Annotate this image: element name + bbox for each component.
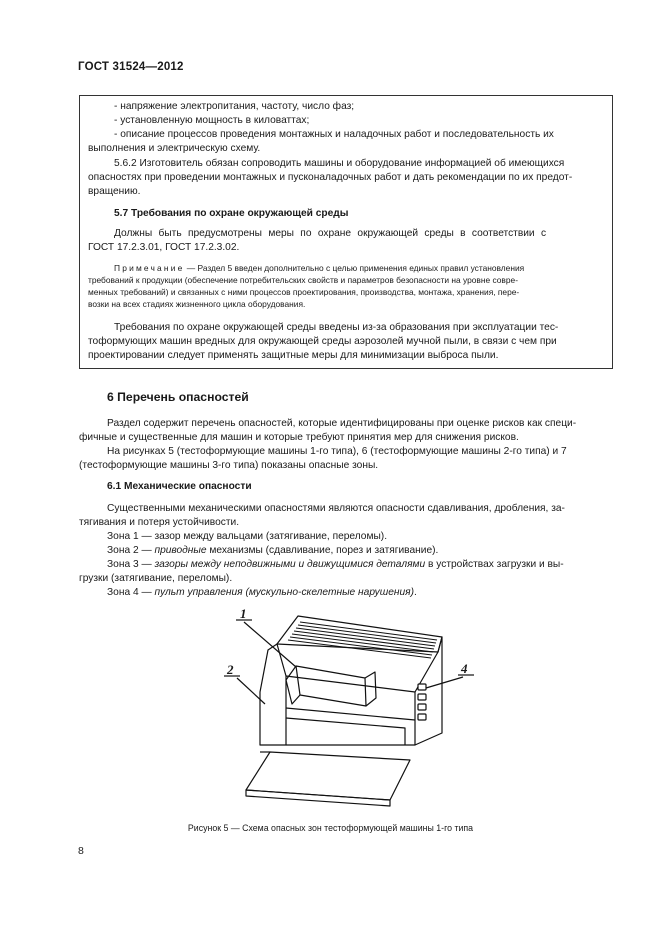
- zone-2-prefix: Зона 2 —: [107, 545, 155, 556]
- figure-caption: Рисунок 5 — Схема опасных зон тестоформующей машины 1-го типа: [187, 823, 474, 833]
- environment-text: проектировании следует применять защитные меры для минимизации выброса пыли.: [88, 350, 499, 361]
- zone-3-rest: в устройствах загрузки и вы-: [425, 559, 564, 570]
- environment-text: Требования по охране окружающей среды введены из-за образования при эксплуатации тес-: [114, 322, 559, 333]
- clause-5-6-2-line: 5.6.2 Изготовитель обязан сопроводить машины и оборудование информацией об имеющихся: [114, 158, 565, 169]
- section-6-paragraph: фичные и существенные для машин и которые требуют принятия мер для снижения рисков.: [79, 432, 519, 443]
- note-line: менных требований) и связанных с ними процессов проектирования, производства, монтажа, хранения, пере-: [88, 287, 520, 297]
- zone-3-continued: грузки (затягивание, переломы).: [79, 573, 233, 584]
- section-6-heading: 6 Перечень опасностей: [107, 390, 249, 404]
- machine-figure: [200, 600, 490, 810]
- environment-text: тоформующих машин вредных для окружающей среды аэрозолей мучной пыли, в связи с чем при: [88, 336, 557, 347]
- section-6-1-intro: тягивания и потеря устойчивости.: [79, 517, 240, 528]
- zone-3-italic: зазоры между неподвижными и движущимися деталями: [154, 559, 426, 570]
- zone-2-italic: приводные: [154, 545, 207, 556]
- list-item: - описание процессов проведения монтажных и наладочных работ и последовательность их: [114, 129, 554, 140]
- zone-label-2: 2: [227, 662, 234, 677]
- note-line: требований к продукции (обеспечение потребительских свойств и параметров безопасности на уровне совре-: [88, 275, 518, 285]
- zone-3-prefix: Зона 3 —: [107, 559, 155, 570]
- control-panel: [418, 684, 426, 720]
- zone-1-text: Зона 1 — зазор между вальцами (затягивание, переломы).: [107, 531, 388, 542]
- clause-5-7-heading: 5.7 Требования по охране окружающей среды: [114, 208, 349, 219]
- section-6-paragraph: Раздел содержит перечень опасностей, которые идентифицированы при оценке рисков как специ-: [107, 418, 577, 429]
- zone-2-rest: механизмы (сдавливание, порез и затягивание).: [206, 545, 439, 556]
- clause-5-7-text: Должны быть предусмотрены меры по охране окружающей среды в соответствии с: [114, 228, 547, 239]
- page-number: 8: [78, 845, 84, 857]
- clause-5-7-text: ГОСТ 17.2.3.01, ГОСТ 17.2.3.02.: [88, 242, 240, 253]
- section-6-1-heading: 6.1 Механические опасности: [107, 481, 252, 492]
- list-item: - напряжение электропитания, частоту, число фаз;: [114, 101, 355, 112]
- inner-line: [286, 718, 405, 745]
- hopper-front: [365, 672, 376, 706]
- roller-slats: [288, 622, 437, 658]
- hopper-side: [286, 666, 300, 704]
- inner-line: [286, 708, 415, 720]
- section-6-paragraph: На рисунках 5 (тестоформующие машины 1-го типа), 6 (тестоформующие машины 2-го типа) и 7: [107, 446, 567, 457]
- document-code: ГОСТ 31524—2012: [78, 61, 184, 73]
- zone-4-prefix: Зона 4 —: [107, 587, 155, 598]
- note-text: — Раздел 5 введен дополнительно с целью применения единых правил установления: [184, 263, 525, 273]
- callout-line-4: [426, 677, 463, 688]
- list-item: - установленную мощность в киловаттах;: [114, 115, 310, 126]
- zone-3-text: [107, 558, 564, 572]
- continuation-box: [79, 95, 613, 369]
- output-tray-edge: [246, 790, 390, 806]
- section-6-1-intro: Существенными механическими опасностями являются опасности сдавливания, дробления, за-: [107, 503, 565, 514]
- hopper: [296, 666, 366, 706]
- zone-label-4: 4: [461, 661, 468, 676]
- section-6-paragraph: (тестоформующие машины 3-го типа) показаны опасные зоны.: [79, 460, 379, 471]
- note-first-line: [114, 263, 524, 275]
- zone-4-italic: пульт управления (мускульно-скелетные нарушения): [154, 587, 414, 598]
- output-tray: [246, 752, 410, 800]
- note-label: Примечание: [114, 263, 185, 273]
- zone-4-text: [107, 586, 417, 600]
- clause-5-6-2-line: вращению.: [88, 186, 141, 197]
- note-line: возки на всех стадиях жизненного цикла оборудования.: [88, 299, 306, 309]
- machine-front-body: [286, 676, 415, 745]
- clause-5-6-2-line: опасностях при проведении монтажных и пусконаладочных работ и дать рекомендации по их предот-: [88, 172, 573, 183]
- zone-4-rest: .: [413, 587, 417, 598]
- zone-label-1: 1: [240, 606, 247, 621]
- list-item-continued: выполнения и электрическую схему.: [88, 143, 261, 154]
- zone-2-text: [107, 544, 438, 558]
- machine-left-side: [260, 644, 286, 745]
